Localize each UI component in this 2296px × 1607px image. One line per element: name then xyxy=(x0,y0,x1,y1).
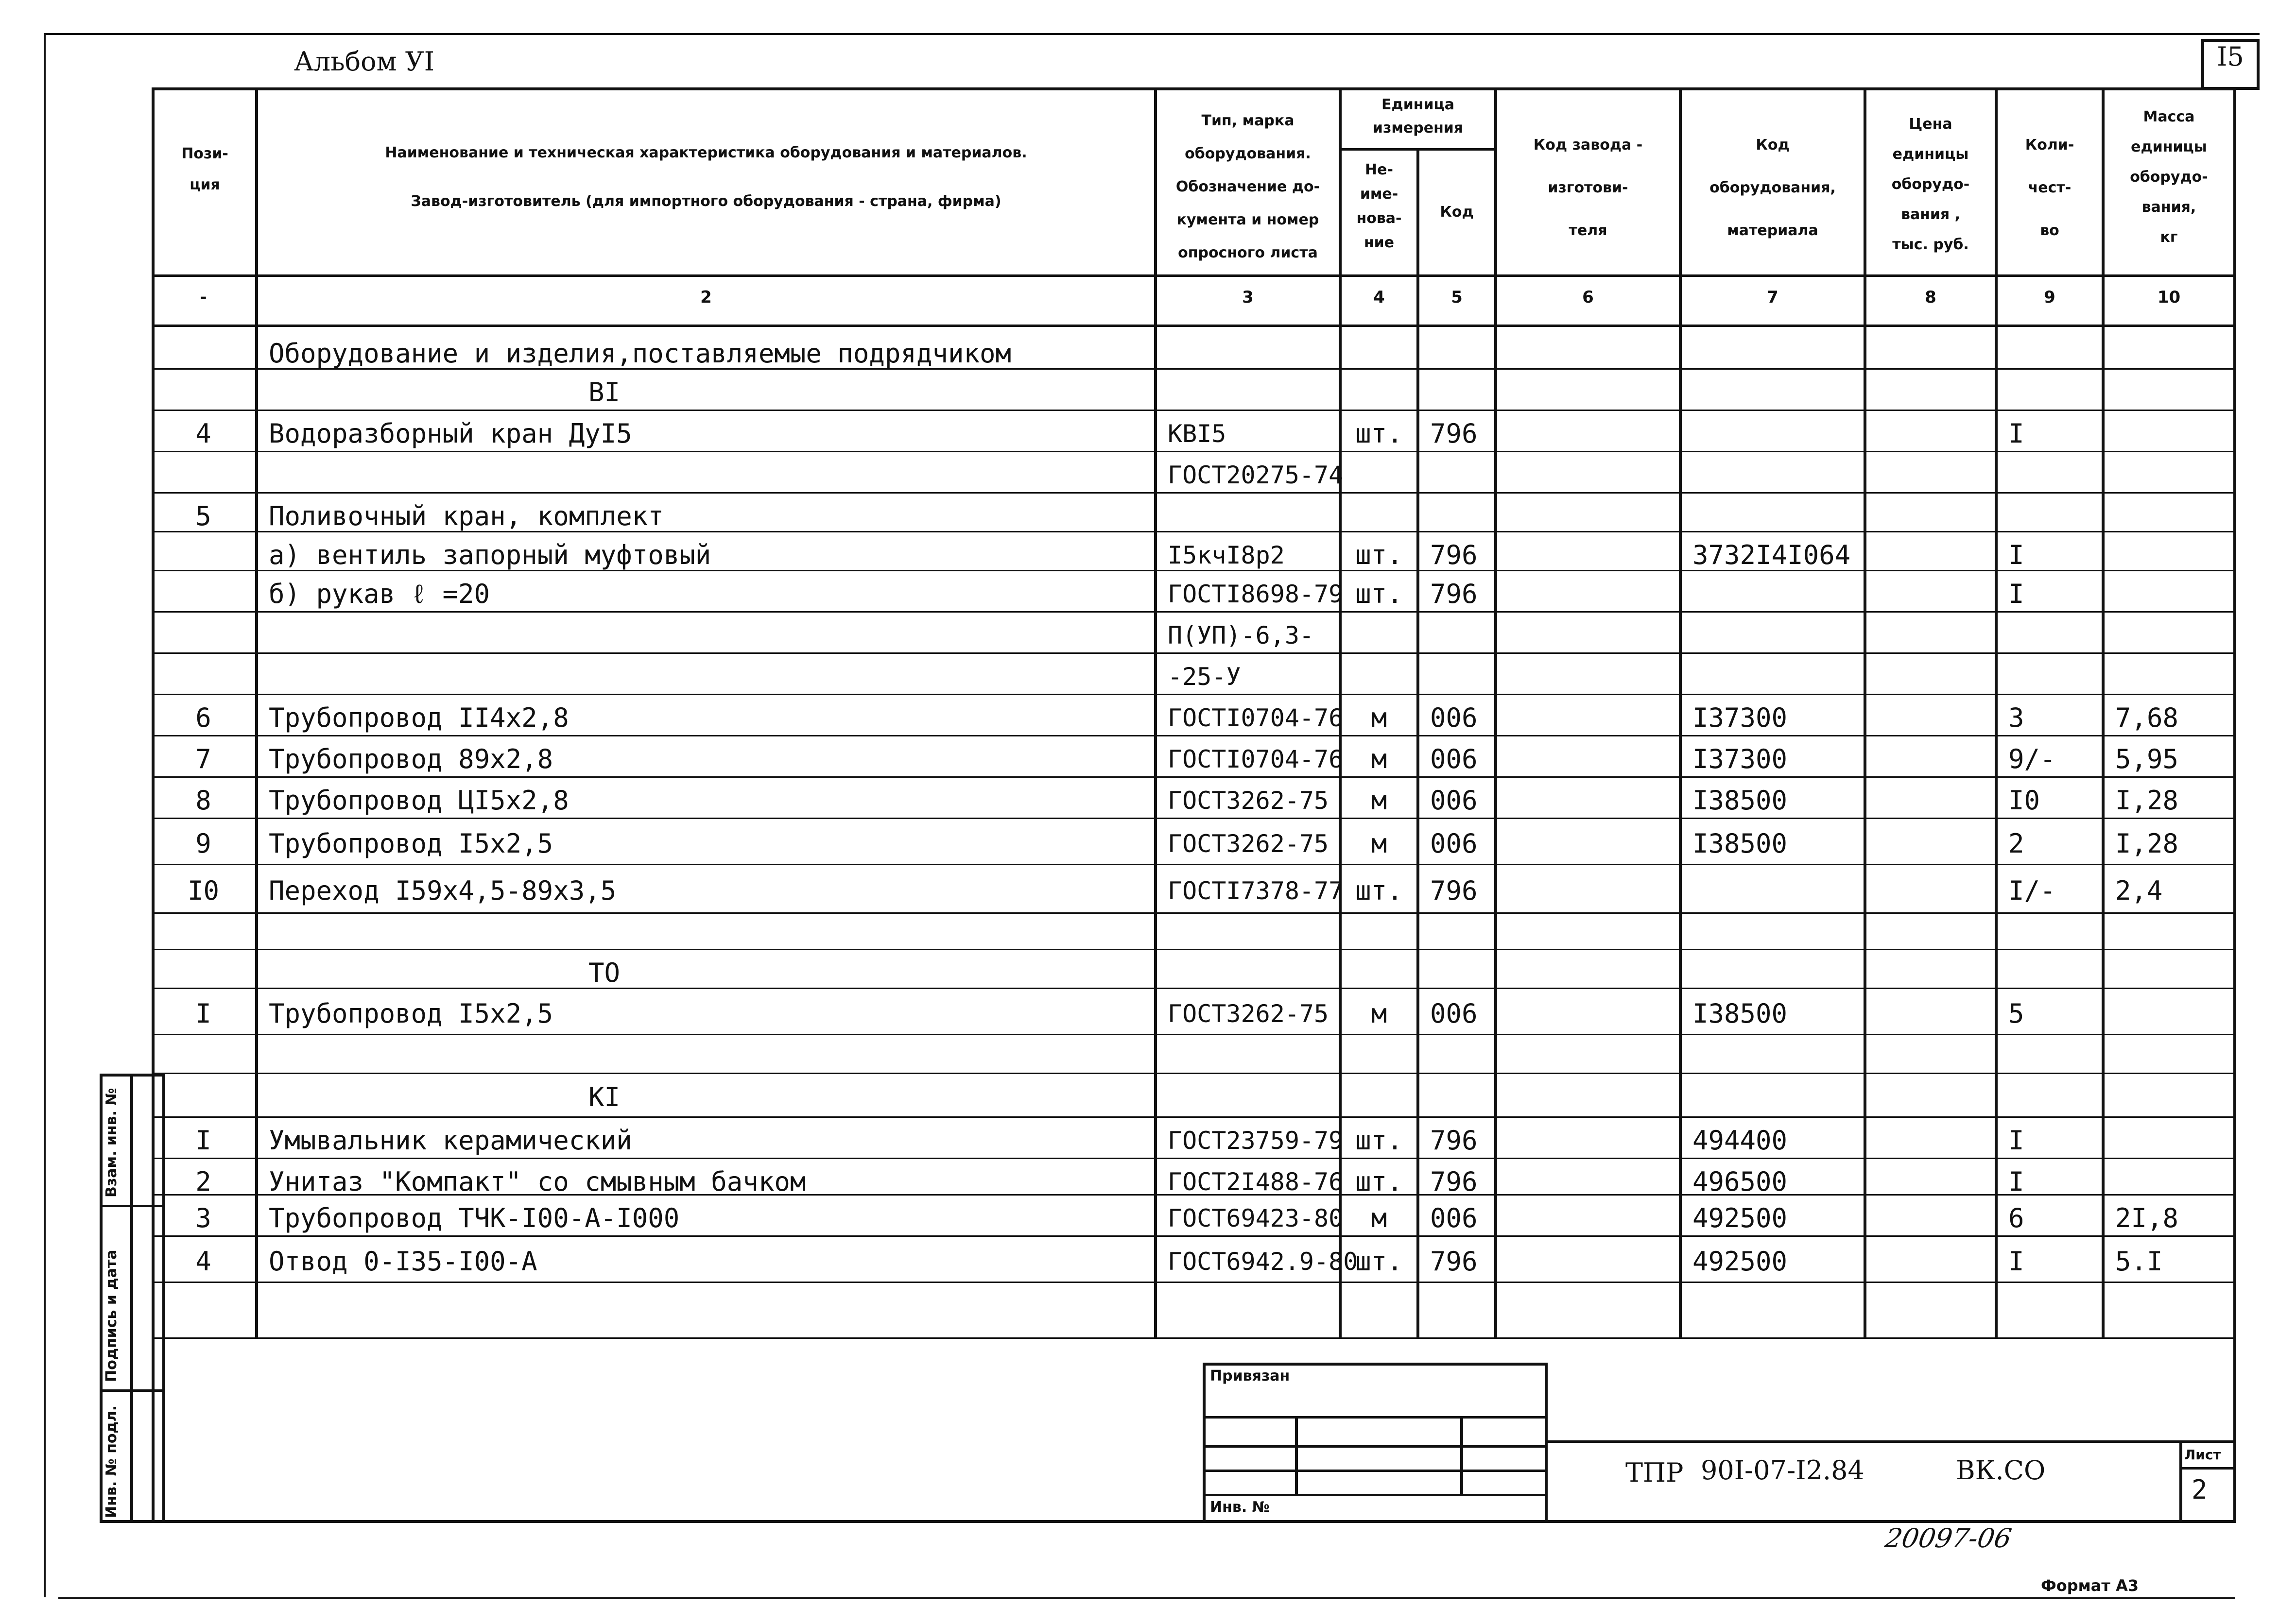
column-number: 8 xyxy=(1925,288,1936,307)
cell-qty: 9/- xyxy=(2008,744,2056,774)
side-band-line-2 xyxy=(100,1389,165,1392)
cell-code: 006 xyxy=(1430,1203,1478,1233)
cell-type: ГОСТ69423-80 xyxy=(1168,1204,1344,1232)
cell-unit: шт. xyxy=(1355,1125,1403,1156)
cell-qty: I xyxy=(2008,418,2024,449)
cell-unit: шт. xyxy=(1355,1246,1403,1277)
header-position xyxy=(155,138,255,201)
cell-qty: I0 xyxy=(2008,785,2040,816)
header-position-line1: Пози- xyxy=(181,145,228,162)
column-number: 2 xyxy=(700,288,712,307)
cell-unit: шт. xyxy=(1355,540,1403,570)
header-qty-line2: чест- xyxy=(2028,179,2072,196)
outer-border-bottom xyxy=(58,1597,2235,1599)
cell-mass: 2,4 xyxy=(2115,875,2163,906)
column-number: 7 xyxy=(1767,288,1778,307)
cell-qty: 2 xyxy=(2008,828,2024,859)
header-unit xyxy=(1342,93,1494,140)
cell-equip: I38500 xyxy=(1692,828,1788,859)
cell-qty: I/- xyxy=(2008,875,2056,906)
cell-unit: шт. xyxy=(1355,418,1403,449)
cell-pos: 8 xyxy=(195,785,211,816)
cell-pos: 4 xyxy=(195,1246,211,1277)
header-type xyxy=(1157,104,1339,270)
header-bottom-line xyxy=(152,274,2236,277)
side-label-replace-inv: Взам. инв. № xyxy=(103,1088,120,1197)
cell-pos: 6 xyxy=(195,702,211,733)
side-band-divider xyxy=(130,1074,133,1523)
header-unit-name xyxy=(1342,158,1416,255)
cell-unit: шт. xyxy=(1355,579,1403,609)
cell-pos: 7 xyxy=(195,744,211,774)
attached-label: Привязан xyxy=(1210,1368,1290,1385)
header-price-line1: Цена xyxy=(1909,116,1952,133)
header-unit-line1: Единица xyxy=(1381,96,1454,113)
cell-name: TO xyxy=(588,957,621,988)
cell-qty: 3 xyxy=(2008,702,2024,733)
attached-line-2 xyxy=(1203,1445,1548,1448)
sheet-corner-number: I5 xyxy=(2217,41,2244,72)
stamp-sheet-divider xyxy=(2179,1440,2182,1523)
cell-qty: I xyxy=(2008,579,2024,609)
cell-code: 796 xyxy=(1430,1166,1478,1197)
cell-code: 006 xyxy=(1430,785,1478,816)
header-mass-line4: вания, xyxy=(2141,199,2196,216)
cell-type: ГОСТI0704-76 xyxy=(1168,745,1344,773)
cell-mass: 5.I xyxy=(2115,1246,2163,1277)
cell-equip: I38500 xyxy=(1692,785,1788,816)
cell-code: 796 xyxy=(1430,875,1478,906)
header-mass-line5: кг xyxy=(2160,229,2178,246)
cell-name: Умывальник керамический xyxy=(269,1125,632,1156)
header-price-line2: единицы xyxy=(1892,146,1969,163)
side-label-inv-original: Инв. № подл. xyxy=(103,1405,120,1518)
cell-name: б) рукав ℓ =20 xyxy=(269,579,490,609)
cell-type: ГОСТI8698-79 xyxy=(1168,580,1344,608)
cell-qty: 6 xyxy=(2008,1203,2024,1233)
header-unit-line2: измерения xyxy=(1372,120,1464,137)
header-mfr-code-line2: изготови- xyxy=(1548,179,1628,196)
cell-qty: I xyxy=(2008,1125,2024,1156)
cell-equip: 494400 xyxy=(1692,1125,1788,1156)
header-type-line1: Тип, марка xyxy=(1201,112,1295,129)
row-divider xyxy=(152,912,2236,914)
cell-type: ГОСТ3262-75 xyxy=(1168,999,1329,1028)
colnum-bottom-line xyxy=(152,325,2236,327)
header-qty-line1: Коли- xyxy=(2025,137,2074,154)
cell-pos: 3 xyxy=(195,1203,211,1233)
cell-type: КВI5 xyxy=(1168,420,1226,448)
cell-name: Переход I59x4,5-89x3,5 xyxy=(269,875,617,906)
header-price xyxy=(1866,109,1995,260)
row-divider xyxy=(152,1073,2236,1074)
cell-pos: 4 xyxy=(195,418,211,449)
cell-pos: 9 xyxy=(195,828,211,859)
outer-border-left xyxy=(44,33,46,1597)
header-mass xyxy=(2105,102,2233,253)
cell-unit: м xyxy=(1371,828,1387,859)
cell-equip: 496500 xyxy=(1692,1166,1788,1197)
cell-code: 796 xyxy=(1430,1246,1478,1277)
header-mass-line1: Масса xyxy=(2143,108,2195,125)
album-title: Альбом УI xyxy=(294,46,435,77)
cell-pos: 2 xyxy=(195,1166,211,1197)
header-price-line3: оборудо- xyxy=(1891,176,1970,193)
cell-mass: I,28 xyxy=(2115,828,2179,859)
stamp-mark: ВК.СО xyxy=(1956,1455,2046,1486)
cell-type: ГОСТ3262-75 xyxy=(1168,786,1329,815)
cell-name: Трубопровод II4x2,8 xyxy=(269,702,569,733)
cell-mass: I,28 xyxy=(2115,785,2179,816)
cell-type: ГОСТ2I488-76 xyxy=(1168,1168,1344,1196)
cell-name: KI xyxy=(588,1082,621,1112)
cell-type: -25-У xyxy=(1168,663,1241,691)
stamp-sheet-line xyxy=(2179,1467,2236,1470)
side-label-signature-date: Подпись и дата xyxy=(103,1249,120,1382)
column-number: 6 xyxy=(1582,288,1594,307)
header-unit-name-line1: Не- xyxy=(1365,161,1393,178)
header-qty-line3: во xyxy=(2040,222,2059,239)
cell-unit: м xyxy=(1371,1203,1387,1233)
cell-pos: 5 xyxy=(195,501,211,531)
header-unit-code: Код xyxy=(1440,204,1474,221)
attached-line-3 xyxy=(1203,1470,1548,1472)
format-label: Формат А3 xyxy=(2041,1576,2139,1595)
stamp-sheet-label: Лист xyxy=(2184,1447,2221,1463)
header-equip-code-line1: Код xyxy=(1756,137,1790,154)
cell-type: ГОСТ20275-74 xyxy=(1168,461,1344,489)
column-number: - xyxy=(200,288,207,307)
row-divider xyxy=(152,1337,2236,1339)
header-mfr-code-line3: теля xyxy=(1569,222,1607,239)
header-name-line1: Наименование и техническая характеристика оборудования и материалов. xyxy=(385,144,1027,161)
cell-code: 796 xyxy=(1430,540,1478,570)
header-position-line2: ция xyxy=(190,176,220,193)
cell-equip: 492500 xyxy=(1692,1246,1788,1277)
cell-code: 796 xyxy=(1430,579,1478,609)
cell-mass: 7,68 xyxy=(2115,702,2179,733)
header-mfr-code xyxy=(1497,124,1679,252)
cell-name: Унитаз "Компакт" со смывным бачком xyxy=(269,1166,806,1197)
inv-no-label: Инв. № xyxy=(1210,1499,1270,1516)
cell-pos: I xyxy=(195,1125,211,1156)
cell-unit: м xyxy=(1371,744,1387,774)
cell-code: 796 xyxy=(1430,1125,1478,1156)
cell-mass: 2I,8 xyxy=(2115,1203,2179,1233)
column-number: 10 xyxy=(2157,288,2181,307)
cell-name: а) вентиль запорный муфтовый xyxy=(269,540,711,570)
column-number: 5 xyxy=(1451,288,1463,307)
cell-unit: шт. xyxy=(1355,1166,1403,1197)
stamp-code: 90I-07-I2.84 xyxy=(1701,1455,1864,1486)
header-type-line2: оборудования. xyxy=(1185,145,1311,162)
cell-name: Водоразборный кран ДуI5 xyxy=(269,418,632,449)
cell-type: П(УП)-6,3- xyxy=(1168,621,1314,650)
column-number: 3 xyxy=(1242,288,1254,307)
cell-type: ГОСТI0704-76 xyxy=(1168,704,1344,732)
outer-border-top xyxy=(44,33,2260,35)
cell-type: I5кчI8р2 xyxy=(1168,541,1285,569)
header-mfr-code-line1: Код завода - xyxy=(1533,137,1643,154)
cell-mass: 5,95 xyxy=(2115,744,2179,774)
stamp-sheet-number: 2 xyxy=(2192,1474,2208,1505)
cell-name: BI xyxy=(588,377,621,408)
cell-name: Трубопровод 89x2,8 xyxy=(269,744,553,774)
stamp-project: ТПР xyxy=(1625,1457,1684,1488)
cell-code: 006 xyxy=(1430,744,1478,774)
header-equip-code xyxy=(1682,124,1864,252)
header-name-line2: Завод-изготовитель (для импортного оборудования - страна, фирма) xyxy=(411,193,1001,210)
cell-equip: 492500 xyxy=(1692,1203,1788,1233)
cell-name: Трубопровод ЦI5x2,8 xyxy=(269,785,569,816)
cell-name: Трубопровод ТЧК-I00-А-I000 xyxy=(269,1203,680,1233)
cell-qty: I xyxy=(2008,540,2024,570)
cell-qty: I xyxy=(2008,1246,2024,1277)
cell-name: Трубопровод I5x2,5 xyxy=(269,998,553,1029)
cell-pos: I0 xyxy=(187,875,220,906)
cell-equip: 3732I4I064 xyxy=(1692,540,1851,570)
cell-equip: I37300 xyxy=(1692,744,1788,774)
cell-name: Отвод 0-I35-I00-А xyxy=(269,1246,537,1277)
handwritten-number: 20097-06 xyxy=(1882,1523,2014,1554)
cell-unit: шт. xyxy=(1355,875,1403,906)
cell-equip: I38500 xyxy=(1692,998,1788,1029)
row-divider xyxy=(152,949,2236,950)
cell-code: 006 xyxy=(1430,702,1478,733)
cell-type: ГОСТ6942.9-80 xyxy=(1168,1247,1358,1276)
cell-type: ГОСТI7378-77 xyxy=(1168,877,1344,905)
cell-unit: м xyxy=(1371,702,1387,733)
stamp-top-line xyxy=(1548,1440,2236,1443)
column-number: 4 xyxy=(1373,288,1385,307)
cell-type: ГОСТ23759-79 xyxy=(1168,1127,1344,1155)
cell-name: Поливочный кран, комплект xyxy=(269,501,664,531)
cell-qty: 5 xyxy=(2008,998,2024,1029)
header-unit-name-line4: ние xyxy=(1364,234,1395,251)
cell-name: Трубопровод I5x2,5 xyxy=(269,828,553,859)
cell-qty: I xyxy=(2008,1166,2024,1197)
header-equip-code-line2: оборудования, xyxy=(1709,179,1836,196)
header-type-line5: опросного листа xyxy=(1178,244,1318,261)
header-unit-name-line2: име- xyxy=(1360,186,1398,203)
cell-equip: I37300 xyxy=(1692,702,1788,733)
cell-unit: м xyxy=(1371,998,1387,1029)
side-band-line-1 xyxy=(100,1205,165,1207)
header-qty xyxy=(1998,124,2102,252)
column-number: 9 xyxy=(2044,288,2055,307)
header-name xyxy=(258,129,1154,226)
cell-code: 796 xyxy=(1430,418,1478,449)
attached-line-4 xyxy=(1203,1494,1548,1496)
cell-unit: м xyxy=(1371,785,1387,816)
cell-name: Оборудование и изделия,поставляемые подрядчиком xyxy=(269,338,1012,369)
attached-vline-2 xyxy=(1460,1416,1463,1494)
header-type-line4: кумента и номер xyxy=(1176,211,1319,228)
header-mass-line2: единицы xyxy=(2131,138,2207,155)
cell-pos: I xyxy=(195,998,211,1029)
header-type-line3: Обозначение до- xyxy=(1175,178,1320,195)
cell-code: 006 xyxy=(1430,998,1478,1029)
unit-subheader-line xyxy=(1339,148,1494,151)
attached-line-1 xyxy=(1203,1416,1548,1419)
cell-type: ГОСТ3262-75 xyxy=(1168,829,1329,858)
header-price-line4: вания , xyxy=(1900,206,1961,223)
header-unit-name-line3: нова- xyxy=(1356,210,1402,227)
attached-vline-1 xyxy=(1295,1416,1298,1494)
header-price-line5: тыс. руб. xyxy=(1892,236,1969,253)
header-equip-code-line3: материала xyxy=(1727,222,1818,239)
header-mass-line3: оборудо- xyxy=(2130,169,2208,186)
cell-code: 006 xyxy=(1430,828,1478,859)
